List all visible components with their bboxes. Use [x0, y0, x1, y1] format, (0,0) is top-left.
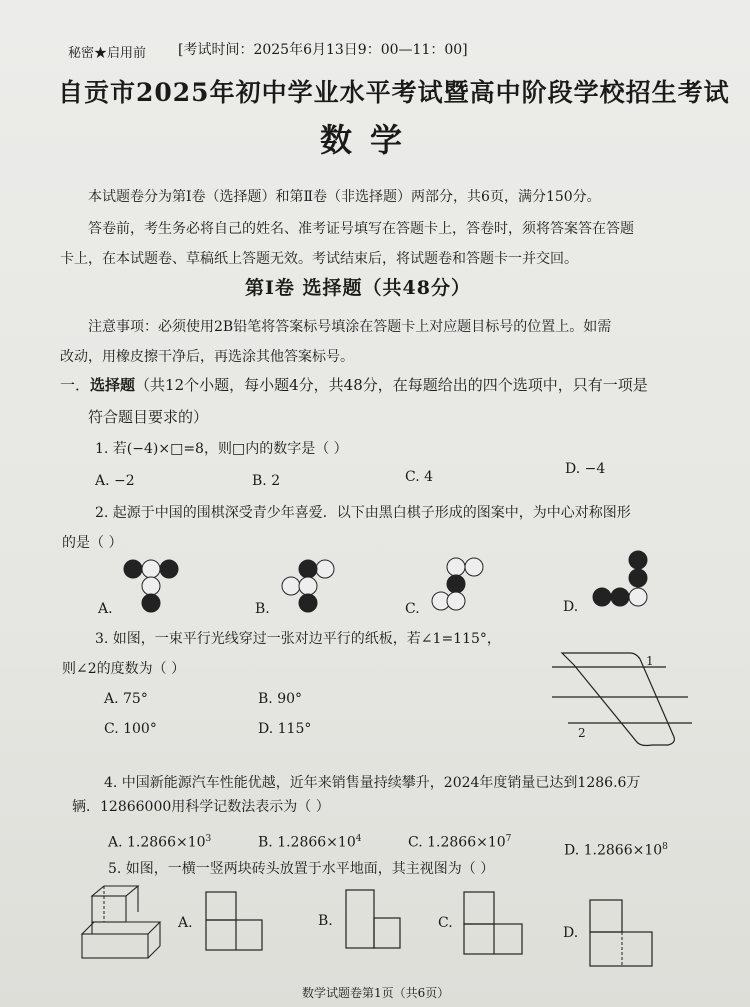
- q4-option-c-exp: 7: [505, 834, 512, 844]
- secret-mark: 秘密★启用前: [68, 46, 147, 61]
- q4-option-b: [258, 830, 361, 852]
- q1-stem: 1. 若(−4)×□=8，则□内的数字是（ ）: [95, 441, 348, 457]
- q2-go-pattern-a: [120, 558, 182, 616]
- q3-angle-2-label: 2: [578, 726, 586, 740]
- exam-time: [考试时间：2025年6月13日9：00—11：00]: [178, 42, 468, 58]
- q3-option-d: D. 115°: [258, 721, 312, 737]
- q3-option-b: B. 90°: [258, 691, 303, 707]
- q4-option-d-exp: 8: [662, 842, 668, 852]
- section-desc: （共12个小题，每小题4分，共48分，在每题给出的四个选项中，只有一项是: [135, 376, 648, 394]
- q4-stem-2: 辆．12866000用科学记数法表示为（ ）: [72, 799, 330, 815]
- q4-option-b-exp: 4: [355, 834, 362, 844]
- q2-go-pattern-d: [590, 550, 660, 612]
- section-number: 一．: [60, 376, 91, 394]
- q5-view-b: [344, 888, 404, 952]
- q5-option-a: A.: [178, 915, 193, 931]
- q5-option-d: D.: [563, 925, 579, 941]
- q2-option-c: C.: [405, 601, 420, 617]
- instruction-line-2: 答卷前，考生务必将自己的姓名、准考证号填写在答题卡上，答卷时，须将答案答在答题: [88, 221, 634, 237]
- section-desc-line-2: 符合题目要求的）: [88, 408, 209, 426]
- subject-title: 数学: [320, 121, 421, 159]
- q3-stem-1: 3. 如图，一束平行光线穿过一张对边平行的纸板，若∠1=115°，: [95, 631, 501, 647]
- instruction-line-1: 本试题卷分为第Ⅰ卷（选择题）和第Ⅱ卷（非选择题）两部分，共6页，满分150分。: [88, 189, 601, 205]
- q3-parallel-light-figure: [548, 645, 696, 753]
- q1-option-b: B. 2: [252, 473, 281, 489]
- section-heading: [60, 376, 648, 394]
- q2-stem-2: 的是（ ）: [62, 535, 123, 551]
- part1-title: 第Ⅰ卷 选择题（共48分）: [245, 277, 471, 299]
- q4-option-d: [564, 838, 668, 860]
- q4-option-c-base: C. 1.2866×10: [408, 834, 506, 851]
- q2-option-b: B.: [255, 601, 270, 617]
- q5-view-d: [588, 898, 654, 970]
- q4-stem-1: 4. 中国新能源汽车性能优越，近年来销售量持续攀升，2024年度销量已达到1286.6万: [104, 775, 641, 791]
- q4-option-a: [108, 830, 211, 852]
- q5-stem: 5. 如图，一横一竖两块砖头放置于水平地面，其主视图为（ ）: [108, 861, 495, 877]
- q2-option-d: D.: [563, 599, 579, 615]
- part1-note-1: 注意事项：必须使用2B铅笔将答案标号填涂在答题卡上对应题目标号的位置上。如需: [88, 319, 612, 335]
- q4-option-a-exp: 3: [205, 834, 212, 844]
- section-label: 选择题: [90, 376, 136, 394]
- q4-option-d-base: D. 1.2866×10: [564, 842, 663, 859]
- instruction-line-3: 卡上，在本试题卷、草稿纸上答题无效。考试结束后，将试题卷和答题卡一并交回。: [60, 251, 578, 267]
- q1-option-c: C. 4: [405, 469, 434, 485]
- q5-bricks-3d-figure: [78, 882, 168, 962]
- q4-option-c: [408, 830, 511, 852]
- page-footer: 数学试题卷第1页（共6页）: [302, 986, 450, 1000]
- q3-angle-1-label: 1: [646, 654, 654, 668]
- q3-stem-2: 则∠2的度数为（ ）: [62, 661, 186, 677]
- q2-go-pattern-b: [277, 558, 339, 616]
- q3-option-c: C. 100°: [104, 721, 157, 737]
- q3-option-a: A. 75°: [104, 691, 148, 707]
- q4-option-a-base: A. 1.2866×10: [108, 834, 206, 851]
- q2-stem-1: 2. 起源于中国的围棋深受青少年喜爱．以下由黑白棋子形成的图案中，为中心对称图形: [95, 505, 631, 521]
- part1-note-2: 改动，用橡皮擦干净后，再选涂其他答案标号。: [60, 349, 354, 365]
- q2-go-pattern-c: [428, 556, 490, 614]
- q5-view-a: [204, 890, 266, 954]
- q5-view-c: [462, 890, 524, 958]
- q4-option-b-base: B. 1.2866×10: [258, 834, 356, 851]
- exam-title: 自贡市2025年初中学业水平考试暨高中阶段学校招生考试: [58, 78, 730, 107]
- q2-option-a: A.: [98, 601, 113, 617]
- q1-option-a: A. −2: [95, 473, 135, 489]
- q5-option-b: B.: [318, 913, 333, 929]
- q5-option-c: C.: [438, 915, 453, 931]
- q1-option-d: D. −4: [565, 461, 606, 477]
